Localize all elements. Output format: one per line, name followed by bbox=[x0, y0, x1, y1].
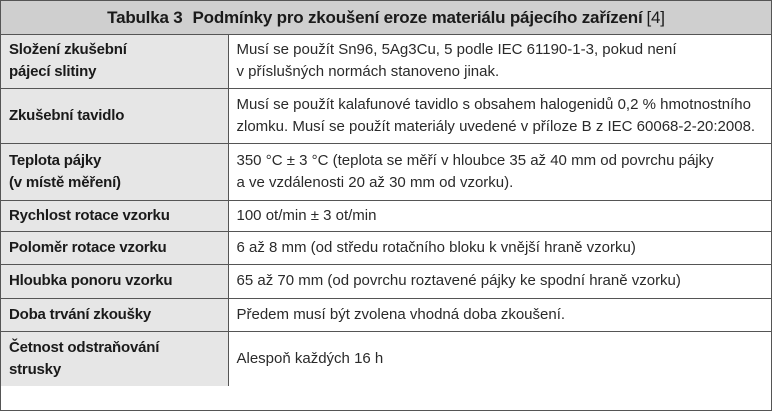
row-value-line: zlomku. Musí se použít materiály uvedené v příloze B z IEC 60068-2-20:2008. bbox=[236, 117, 756, 135]
table-row bbox=[1, 35, 771, 88]
row-value-line: 100 ot/min ± 3 ot/min bbox=[236, 206, 377, 224]
row-label-line: pájecí slitiny bbox=[9, 63, 97, 81]
row-value-line: 350 °C ± 3 °C (teplota se měří v hloubce 35 až 40 mm od povrchu pájky bbox=[236, 151, 714, 169]
table-caption bbox=[1, 1, 771, 35]
row-label bbox=[1, 331, 228, 386]
table-title: Podmínky pro zkoušení eroze materiálu pájecího zařízení bbox=[192, 7, 643, 27]
table-row bbox=[1, 143, 771, 200]
row-label-line: Poloměr rotace vzorku bbox=[9, 238, 167, 256]
row-label bbox=[1, 200, 228, 231]
row-label-line: Složení zkušební bbox=[9, 41, 127, 59]
row-label-line: (v místě měření) bbox=[9, 173, 121, 191]
table-row bbox=[1, 200, 771, 231]
row-label-line: Doba trvání zkoušky bbox=[9, 305, 152, 323]
row-value bbox=[228, 200, 771, 231]
row-value bbox=[228, 231, 771, 264]
row-value bbox=[228, 88, 771, 143]
row-label bbox=[1, 88, 228, 143]
row-value-line: Musí se použít Sn96, 5Ag3Cu, 5 podle IEC 61190-1-3, pokud není bbox=[236, 41, 677, 59]
table-row bbox=[1, 88, 771, 143]
row-value-line: Musí se použít kalafunové tavidlo s obsahem halogenidů 0,2 % hmotnostního bbox=[236, 95, 751, 113]
row-value-line: v příslušných normách stanoveno jinak. bbox=[236, 63, 500, 81]
row-value bbox=[228, 35, 771, 88]
row-label-line: Hloubka ponoru vzorku bbox=[9, 272, 173, 289]
table-row bbox=[1, 231, 771, 264]
table-body bbox=[1, 35, 771, 386]
row-label bbox=[1, 143, 228, 200]
row-value-line: a ve vzdálenosti 20 až 30 mm od vzorku). bbox=[236, 173, 514, 191]
row-label bbox=[1, 298, 228, 331]
row-value-line: Předem musí být zvolena vhodná doba zkoušení. bbox=[236, 305, 566, 323]
row-label-line: Rychlost rotace vzorku bbox=[9, 206, 170, 224]
row-label-line: Zkušební tavidlo bbox=[9, 106, 125, 124]
table-row bbox=[1, 331, 771, 386]
row-label-line: Četnost odstraňování bbox=[9, 338, 160, 356]
table-row bbox=[1, 264, 771, 298]
row-value-line: 65 až 70 mm (od povrchu roztavené pájky ke spodní hraně vzorku) bbox=[236, 272, 681, 289]
row-value-line: Alespoň každých 16 h bbox=[236, 349, 384, 367]
row-label-line: Teplota pájky bbox=[9, 151, 102, 169]
row-value bbox=[228, 143, 771, 200]
row-value bbox=[228, 264, 771, 298]
row-value bbox=[228, 331, 771, 386]
row-label-line: strusky bbox=[9, 360, 61, 378]
row-label bbox=[1, 264, 228, 298]
row-label bbox=[1, 231, 228, 264]
row-value bbox=[228, 298, 771, 331]
table-reference: [4] bbox=[646, 7, 665, 27]
row-value-line: 6 až 8 mm (od středu rotačního bloku k vnější hraně vzorku) bbox=[236, 238, 636, 256]
table-row bbox=[1, 298, 771, 331]
table-number: Tabulka 3 bbox=[107, 7, 183, 27]
row-label bbox=[1, 35, 228, 88]
